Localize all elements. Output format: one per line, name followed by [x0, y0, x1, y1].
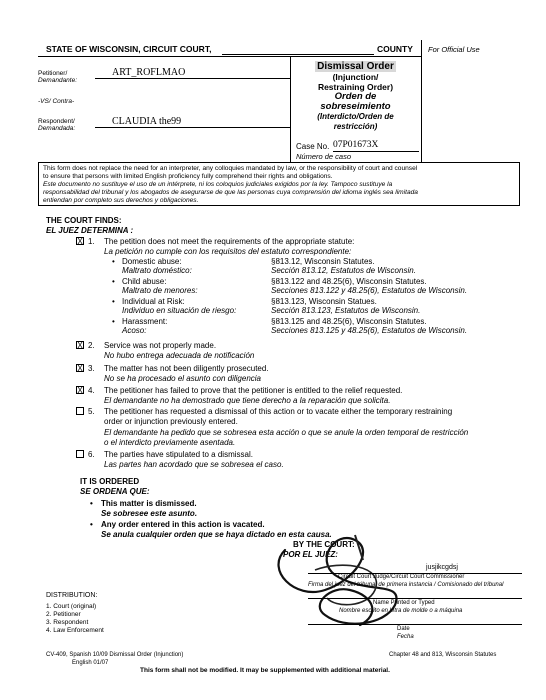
- by-the-court-label: BY THE COURT:: [293, 540, 355, 549]
- county-label: COUNTY: [377, 44, 413, 54]
- petitioner-name: ART_ROFLMAO: [112, 67, 186, 78]
- printed-name-label: Name Printed or Typed: [373, 600, 435, 606]
- modification-notice: This form shall not be modified. It may be supplemented with additional material.: [140, 667, 390, 674]
- language-notice: This form does not replace the need for an interpreter, any colloquies mandated by law, or the responsibility of court and counsel to ensure that persons with limited English proficiency fully comprehend their rights and obligations. Este documento no sustituye el uso de un intérprete, ni los coloquios judiciales exigidos por la ley. Tampoco sustituye la responsabilidad del tribunal y los abogados de asegurarse de que las personas cuya comprensión del idioma inglés sea limitada entiendan por completo sus derechos y obligaciones.: [38, 162, 520, 206]
- official-use-label: For Official Use: [428, 45, 480, 54]
- statute-bullet: •: [112, 277, 115, 286]
- order-heading-es: SE ORDENA QUE:: [80, 487, 150, 496]
- case-number-value: 07P01673X: [333, 140, 379, 150]
- order-vacated-es: Se anula cualquier orden que se haya dictado en esta causa.: [101, 530, 332, 539]
- finding-4-checkbox[interactable]: X: [77, 386, 83, 395]
- finding-2-text-es: No hubo entrega adecuada de notificación: [104, 351, 255, 360]
- court-heading: STATE OF WISCONSIN, CIRCUIT COURT,: [46, 44, 212, 54]
- statute-risk-es: Individuo en situación de riesgo:: [122, 306, 237, 315]
- finding-2-checkbox[interactable]: X: [77, 341, 83, 350]
- finding-5-checkbox[interactable]: [76, 407, 84, 415]
- order-dismissed-es: Se sobresee este asunto.: [101, 509, 198, 518]
- statute-harassment: Harassment:: [122, 317, 168, 326]
- date-label: Date: [397, 626, 410, 632]
- statute-child-ref: §813.122 and 48.25(6), Wisconsin Statutes.: [271, 277, 427, 286]
- respondent-name: CLAUDIA the99: [112, 116, 182, 127]
- statute-child-es: Maltrato de menores:: [122, 286, 198, 295]
- statute-risk-ref: §813.123, Wisconsin Statues.: [271, 297, 377, 306]
- finding-6-checkbox[interactable]: [76, 450, 84, 458]
- form-id-english: English 01/07: [72, 660, 109, 666]
- finding-5-text-es-2: o el interdicto previamente asentada.: [104, 438, 236, 447]
- finding-1-text: The petition does not meet the requirements of the appropriate statute:: [104, 237, 355, 246]
- order-vacated: Any order entered in this action is vacated.: [101, 520, 265, 529]
- statute-bullet: •: [112, 317, 115, 326]
- finding-4-text-es: El demandante no ha demostrado que tiene derecho a la reparación que solicita.: [104, 396, 391, 405]
- header-rule: [38, 56, 422, 57]
- signer-name: jusjikcgdsj: [426, 564, 458, 571]
- finding-6-text: The parties have stipulated to a dismissal.: [104, 450, 253, 459]
- finding-1-number: 1.: [88, 237, 95, 246]
- finding-2-number: 2.: [88, 341, 95, 350]
- distribution-item: 2. Petitioner: [46, 611, 81, 618]
- finding-6-text-es: Las partes han acordado que se sobresea el caso.: [104, 460, 284, 469]
- respondent-line: [95, 127, 290, 128]
- order-dismissed: This matter is dismissed.: [101, 499, 197, 508]
- order-bullet: •: [90, 520, 93, 529]
- finding-4-text: The petitioner has failed to prove that the petitioner is entitled to the relief requested.: [104, 386, 403, 395]
- distribution-item: 3. Respondent: [46, 619, 89, 626]
- finding-4-number: 4.: [88, 386, 95, 395]
- statute-chapter: Chapter 48 and 813, Wisconsin Statutes: [389, 652, 497, 658]
- signature-label-es: Firma del juez del tribunal de primera instancia / Comisionado del tribunal: [308, 582, 504, 588]
- versus-label: -VS/ Contra-: [38, 98, 75, 105]
- printed-name-label-es: Nombre escrito en letra de molde o a máquina: [339, 608, 463, 614]
- county-blank-line: [222, 54, 374, 55]
- finding-2-text: Service was not properly made.: [104, 341, 217, 350]
- por-el-juez-label: POR EL JUEZ:: [283, 550, 338, 559]
- distribution-heading: DISTRIBUTION:: [46, 592, 98, 599]
- statute-harassment-es: Acoso:: [122, 326, 147, 335]
- date-line: [308, 624, 522, 625]
- distribution-item: 1. Court (original): [46, 603, 97, 610]
- order-heading: IT IS ORDERED: [80, 477, 140, 486]
- respondent-label: Respondent/ Demandada:: [38, 118, 76, 132]
- date-label-es: Fecha: [397, 634, 414, 640]
- statute-child-ref-es: Secciones 813.122 y 48.25(6), Estatutos de Wisconsin.: [271, 286, 468, 295]
- document-title: Dismissal Order: [317, 61, 394, 72]
- statute-bullet: •: [112, 257, 115, 266]
- case-number-label-es: Número de caso: [296, 152, 352, 161]
- findings-heading-es: EL JUEZ DETERMINA :: [46, 226, 134, 235]
- statute-domestic-ref: §813.12, Wisconsin Statutes.: [271, 257, 375, 266]
- statute-child: Child abuse:: [122, 277, 167, 286]
- finding-3-text-es: No se ha procesado el asunto con diligencia: [104, 374, 261, 383]
- finding-1-text-es: La petición no cumple con los requisitos del estatuto correspondiente:: [104, 247, 352, 256]
- form-id: CV-409, Spanish 10/09 Dismissal Order (Injunction): [46, 652, 184, 658]
- statute-risk-ref-es: Sección 813.123, Estatutos de Wisconsin.: [271, 306, 421, 315]
- official-use-divider: [421, 40, 422, 162]
- order-bullet: •: [90, 499, 93, 508]
- distribution-list: [46, 603, 104, 635]
- distribution-item: 4. Law Enforcement: [46, 627, 104, 634]
- statute-harassment-ref: §813.125 and 48.25(6), Wisconsin Statutes.: [271, 317, 427, 326]
- finding-5-text-2: order or injunction previously entered.: [104, 417, 238, 426]
- finding-3-checkbox[interactable]: X: [77, 364, 83, 373]
- finding-1-checkbox[interactable]: X: [77, 237, 83, 246]
- printed-name-line: [308, 598, 522, 599]
- finding-3-text: The matter has not been diligently prosecuted.: [104, 364, 269, 373]
- finding-6-number: 6.: [88, 450, 95, 459]
- case-number-label: Case No.: [296, 142, 330, 151]
- findings-heading: THE COURT FINDS:: [46, 216, 122, 225]
- finding-5-text: The petitioner has requested a dismissal of this action or to vacate either the temporary restraining: [104, 407, 453, 416]
- statute-domestic-es: Maltrato doméstico:: [122, 266, 192, 275]
- finding-5-text-es: El demandante ha pedido que se sobresea esta acción o que se anule la orden temporal de restricción: [104, 428, 469, 437]
- statute-bullet: •: [112, 297, 115, 306]
- title-block: Dismissal Order (Injunction/ Restraining Order) Orden de sobreseimiento (Interdicto/Orden de restricción): [317, 61, 394, 131]
- statute-harassment-ref-es: Secciones 813.125 y 48.25(6), Estatutos de Wisconsin.: [271, 326, 468, 335]
- statute-risk: Individual at Risk:: [122, 297, 185, 306]
- statute-domestic-ref-es: Sección 813.12, Estatutos de Wisconsin.: [271, 266, 416, 275]
- petitioner-line: [95, 78, 290, 79]
- finding-3-number: 3.: [88, 364, 95, 373]
- petitioner-label: Petitioner/ Demandante:: [38, 70, 78, 84]
- finding-5-number: 5.: [88, 407, 95, 416]
- statute-domestic: Domestic abuse:: [122, 257, 182, 266]
- signature-label: Circuit Court Judge/Circuit Court Commissioner: [338, 574, 465, 580]
